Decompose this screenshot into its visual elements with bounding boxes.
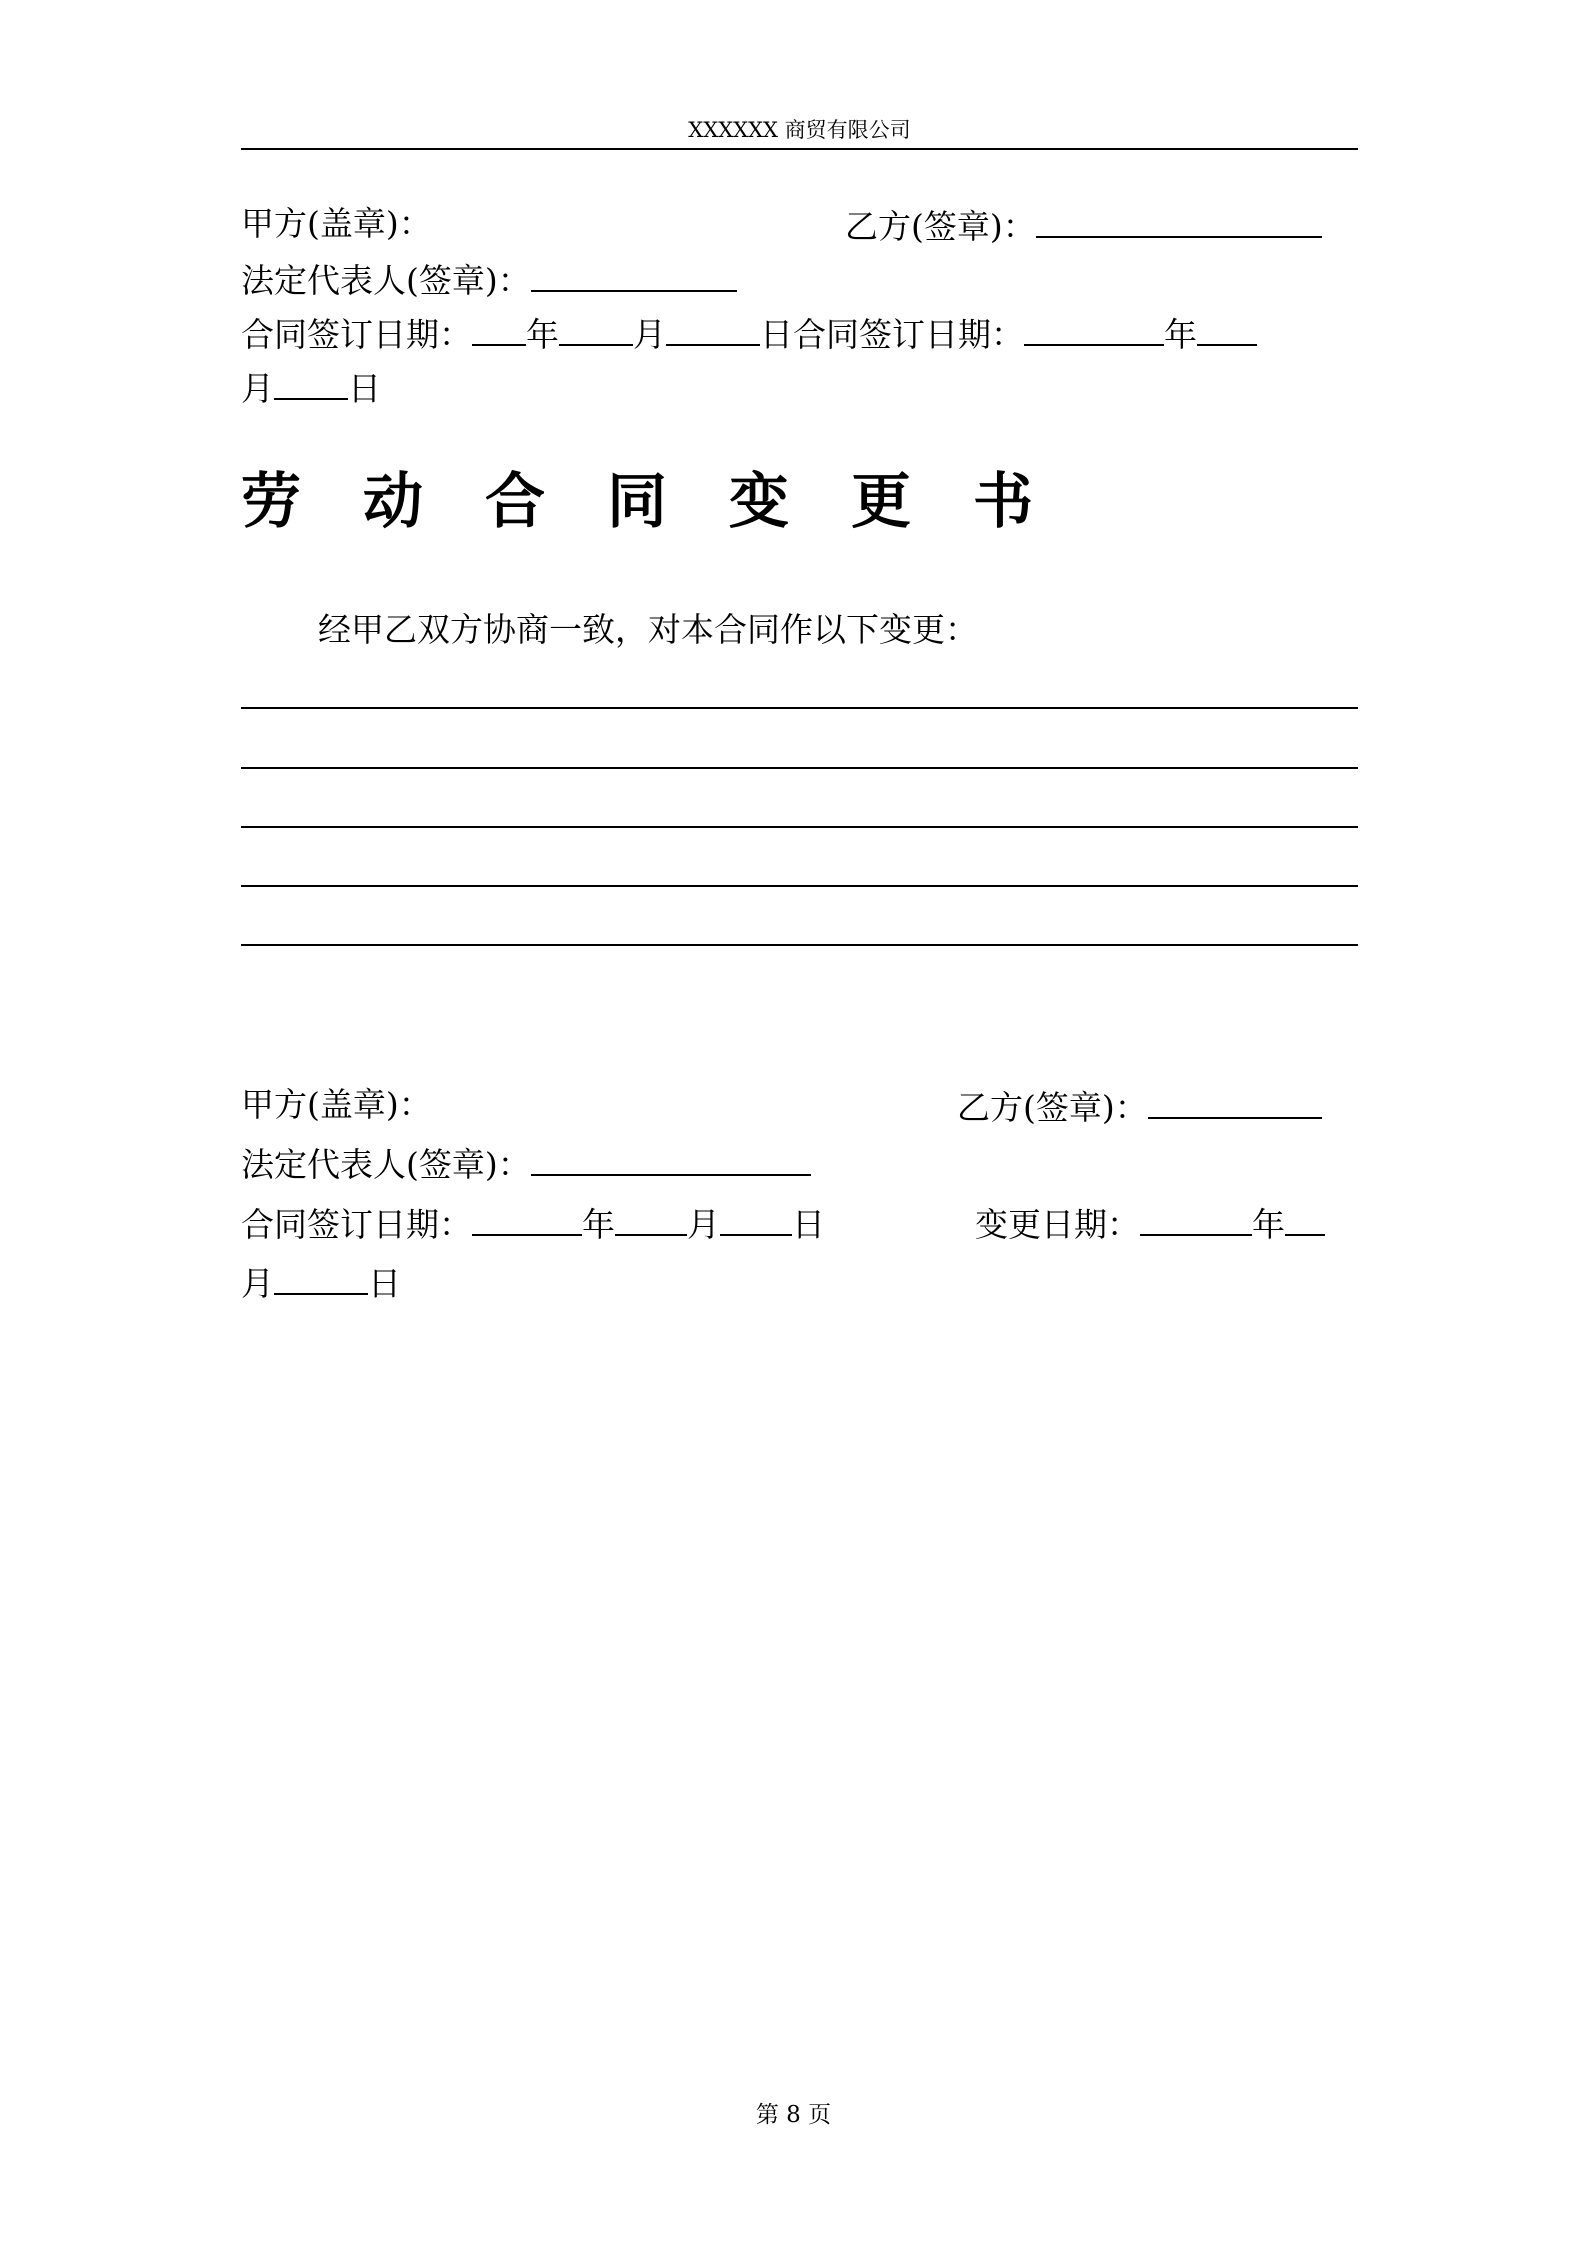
change-line-2[interactable] [241, 767, 1358, 769]
month-label-2: 月 [687, 1205, 720, 1244]
section2-date-line [241, 1200, 825, 1244]
day-field[interactable] [666, 310, 760, 346]
company-name: XXXXXX 商贸有限公司 [688, 118, 911, 142]
change-month-label: 月 [241, 1264, 274, 1303]
day-field-b[interactable] [274, 364, 348, 400]
change-year-label: 年 [1252, 1205, 1285, 1244]
section1-party-a-line [241, 202, 432, 246]
month-field[interactable] [559, 310, 633, 346]
change-line-5[interactable] [241, 944, 1358, 946]
sign-date-label-2: 合同签订日期： [241, 1205, 472, 1244]
day-label: 日 [760, 315, 793, 354]
month-label-b: 月 [241, 369, 274, 408]
day-label-b: 日 [348, 369, 381, 408]
year-field[interactable] [472, 310, 526, 346]
change-day-field[interactable] [274, 1259, 368, 1295]
change-month-field-part1[interactable] [1285, 1200, 1325, 1236]
party-b-signature-field-2[interactable] [1148, 1083, 1322, 1119]
section1-legal-rep-line [241, 256, 737, 300]
day-label-2: 日 [792, 1205, 825, 1244]
change-day-label: 日 [368, 1264, 401, 1303]
year-label: 年 [526, 315, 559, 354]
party-b-label-2: 乙方(签章)： [957, 1088, 1148, 1127]
party-b-label: 乙方(签章)： [845, 207, 1036, 246]
section2-change-date-cont [241, 1259, 401, 1303]
legal-rep-label: 法定代表人(签章)： [241, 261, 531, 300]
section2-change-date-line [975, 1200, 1325, 1244]
month-field-2[interactable] [615, 1200, 687, 1236]
legal-rep-signature-field[interactable] [531, 256, 737, 292]
section1-date-line-cont [241, 364, 381, 408]
party-a-label: 甲方(盖章)： [241, 204, 432, 243]
change-line-3[interactable] [241, 826, 1358, 828]
party-a-label-2: 甲方(盖章)： [241, 1085, 432, 1124]
month-label: 月 [633, 315, 666, 354]
day-field-2[interactable] [720, 1200, 792, 1236]
page-header [241, 112, 1358, 150]
change-line-1[interactable] [241, 707, 1358, 709]
section2-party-b-line [957, 1083, 1322, 1127]
section2-legal-rep-line [241, 1140, 811, 1184]
legal-rep-signature-field-2[interactable] [531, 1140, 811, 1176]
change-line-4[interactable] [241, 885, 1358, 887]
page-number: 第 8 页 [755, 2102, 832, 2128]
intro-paragraph: 经甲乙双方协商一致，对本合同作以下变更： [318, 610, 978, 649]
change-date-label: 变更日期： [975, 1205, 1140, 1244]
sign-date-label: 合同签订日期： [241, 315, 472, 354]
party-b-signature-field[interactable] [1036, 202, 1322, 238]
year-label-b: 年 [1164, 315, 1197, 354]
change-year-field[interactable] [1140, 1200, 1252, 1236]
month-field-b-part1[interactable] [1197, 310, 1257, 346]
legal-rep-label-2: 法定代表人(签章)： [241, 1145, 531, 1184]
sign-date-label-b: 合同签订日期： [793, 315, 1024, 354]
year-field-b[interactable] [1024, 310, 1164, 346]
year-field-2[interactable] [472, 1200, 582, 1236]
page-footer [0, 2100, 1587, 2130]
year-label-2: 年 [582, 1205, 615, 1244]
section1-party-b-line [845, 202, 1322, 246]
section1-date-line [241, 310, 1257, 354]
document-title: 劳动合同变更书 [241, 467, 1095, 537]
section2-party-a-line [241, 1083, 432, 1127]
